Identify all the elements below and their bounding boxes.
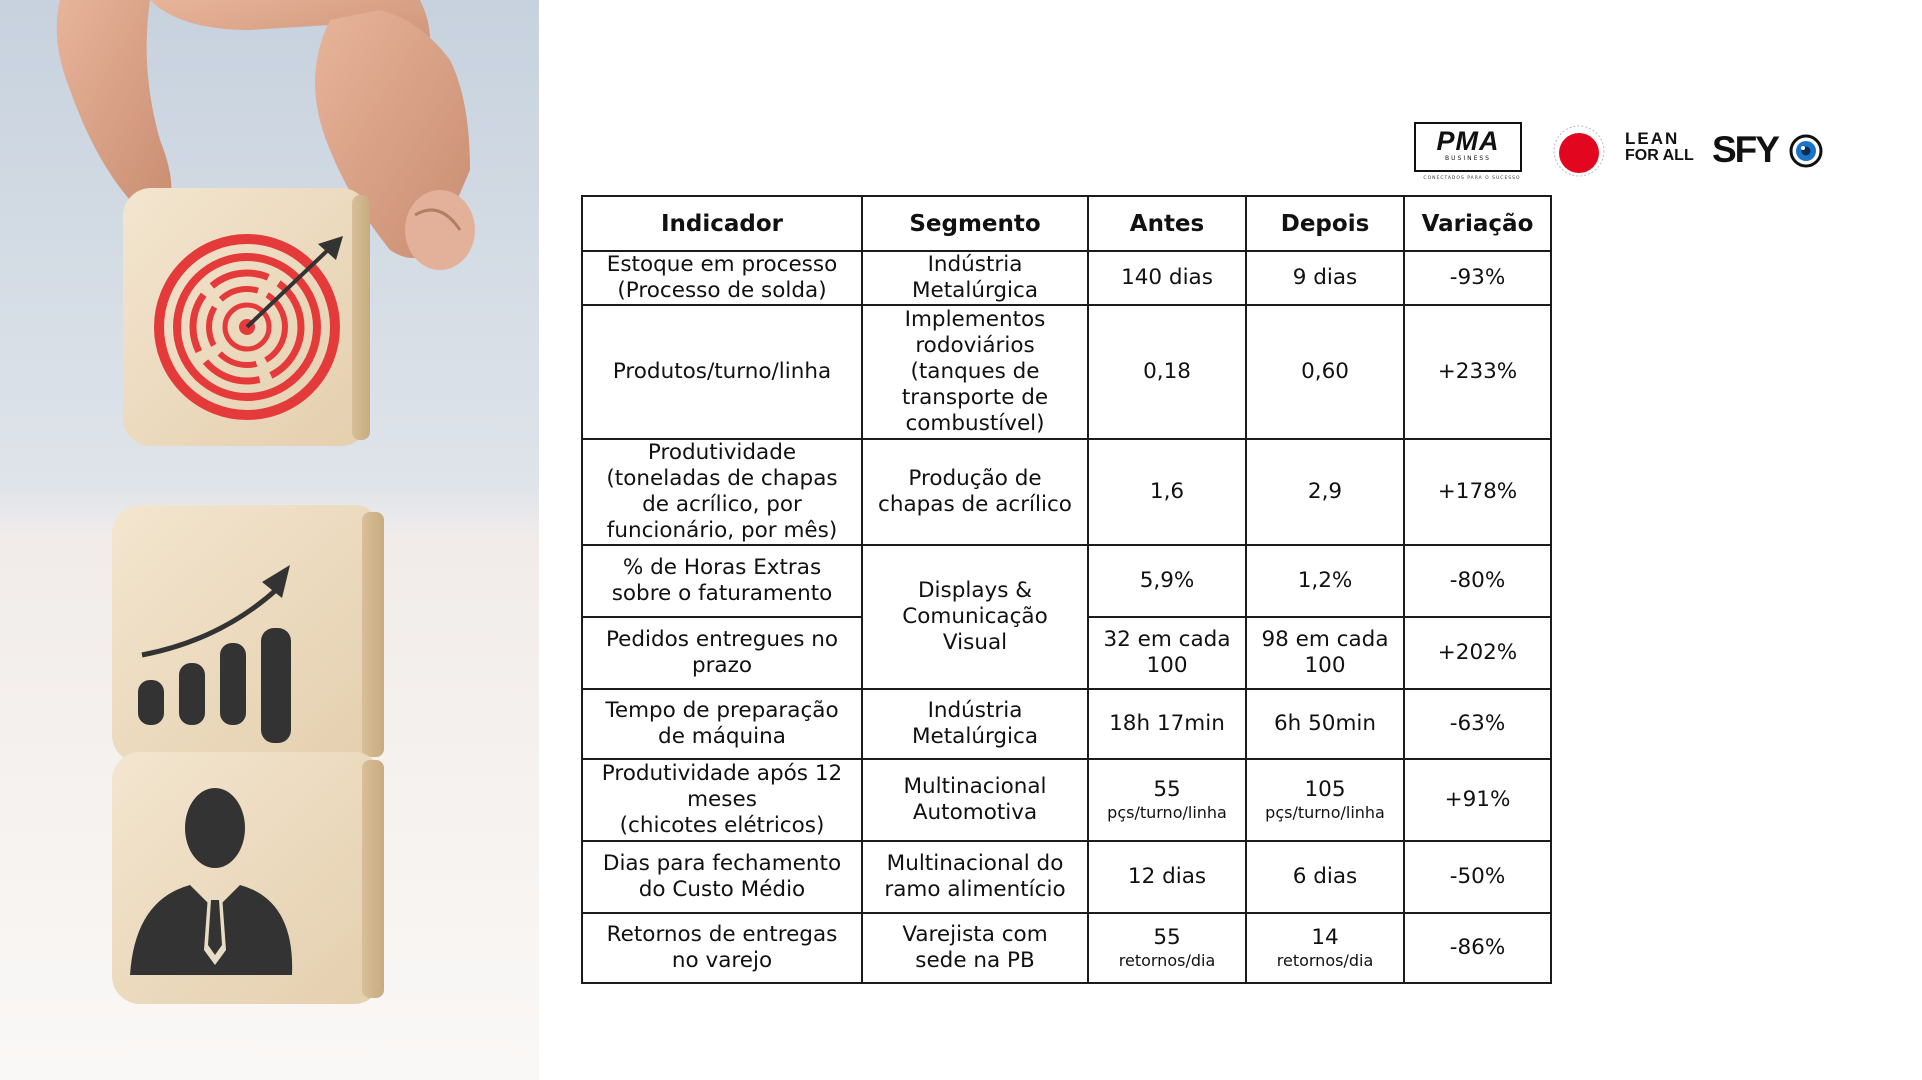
cell-variacao: -80% <box>1404 545 1551 617</box>
cell-antes: 5,9% <box>1088 545 1246 617</box>
cell-depois: 6h 50min <box>1246 689 1404 759</box>
header-segmento: Segmento <box>862 196 1088 251</box>
table-row <box>582 439 1551 545</box>
cell-segmento: Varejista com sede na PB <box>862 913 1088 983</box>
cell-depois: 6 dias <box>1246 841 1404 913</box>
cell-variacao: +91% <box>1404 759 1551 841</box>
pma-logo-sub: BUSINESS <box>1445 155 1491 162</box>
sfy-logo <box>1712 127 1822 173</box>
cell-indicador: Retornos de entregas no varejo <box>582 913 862 983</box>
cell-variacao: -50% <box>1404 841 1551 913</box>
table-row <box>582 251 1551 305</box>
cell-segmento: Multinacional Automotiva <box>862 759 1088 841</box>
eye-icon <box>1789 134 1823 168</box>
lean-for-all-logo <box>1625 130 1705 170</box>
cell-depois: 0,60 <box>1246 305 1404 439</box>
table-row <box>582 689 1551 759</box>
cell-depois: 9 dias <box>1246 251 1404 305</box>
cell-indicador: Pedidos entregues no prazo <box>582 617 862 689</box>
unit-label: retornos/dia <box>1276 951 1374 970</box>
cell-segmento: Implementos rodoviários (tanques de transporte de combustível) <box>862 305 1088 439</box>
cell-indicador: Produtividade (toneladas de chapas de acrílico, por funcionário, por mês) <box>582 439 862 545</box>
lean-logo-line1: LEAN <box>1625 129 1680 148</box>
cell-antes: 55 pçs/turno/linha <box>1088 759 1246 841</box>
cell-antes: 0,18 <box>1088 305 1246 439</box>
cell-indicador: Tempo de preparação de máquina <box>582 689 862 759</box>
cell-segmento: Indústria Metalúrgica <box>862 689 1088 759</box>
cell-indicador: Dias para fechamento do Custo Médio <box>582 841 862 913</box>
table-row <box>582 913 1551 983</box>
growth-cube <box>112 505 384 763</box>
lean-logo-line2: FOR ALL <box>1625 147 1694 164</box>
cell-variacao: -86% <box>1404 913 1551 983</box>
partner-logos <box>1410 118 1820 184</box>
unit-label: retornos/dia <box>1118 951 1216 970</box>
cell-indicador: Produtos/turno/linha <box>582 305 862 439</box>
cell-segmento: Produção de chapas de acrílico <box>862 439 1088 545</box>
unit-label: pçs/turno/linha <box>1107 803 1227 822</box>
cell-antes: 18h 17min <box>1088 689 1246 759</box>
pma-business-logo <box>1414 122 1522 181</box>
cell-variacao: -93% <box>1404 251 1551 305</box>
table-header-row <box>582 196 1551 251</box>
unit-label: pçs/turno/linha <box>1265 803 1385 822</box>
cell-indicador: % de Horas Extras sobre o faturamento <box>582 545 862 617</box>
cell-antes: 32 em cada 100 <box>1088 617 1246 689</box>
cell-indicador: Estoque em processo (Processo de solda) <box>582 251 862 305</box>
cell-antes: 55 retornos/dia <box>1088 913 1246 983</box>
cell-variacao: -63% <box>1404 689 1551 759</box>
cell-antes: 12 dias <box>1088 841 1246 913</box>
cell-indicador: Produtividade após 12 meses (chicotes elétricos) <box>582 759 862 841</box>
red-circle-logo <box>1552 124 1606 178</box>
header-indicador: Indicador <box>582 196 862 251</box>
table-row <box>582 305 1551 439</box>
pma-logo-name: PMA <box>1436 126 1500 156</box>
cell-depois: 1,2% <box>1246 545 1404 617</box>
cell-antes: 1,6 <box>1088 439 1246 545</box>
header-antes: Antes <box>1088 196 1246 251</box>
table-row <box>582 841 1551 913</box>
cell-variacao: +233% <box>1404 305 1551 439</box>
pma-logo-tagline: CONECTADOS PARA O SUCESSO <box>1423 176 1521 181</box>
cell-depois: 98 em cada 100 <box>1246 617 1404 689</box>
wooden-cubes-photo <box>0 0 539 1080</box>
cell-variacao: +202% <box>1404 617 1551 689</box>
cell-depois: 105 pçs/turno/linha <box>1246 759 1404 841</box>
cell-antes: 140 dias <box>1088 251 1246 305</box>
target-cube <box>123 188 370 446</box>
results-table <box>581 195 1552 984</box>
cell-segmento: Displays & Comunicação Visual <box>862 545 1088 689</box>
businessman-cube <box>112 752 384 1004</box>
cell-segmento: Indústria Metalúrgica <box>862 251 1088 305</box>
header-variacao: Variação <box>1404 196 1551 251</box>
table-row <box>582 545 1551 617</box>
table-row <box>582 759 1551 841</box>
header-depois: Depois <box>1246 196 1404 251</box>
cell-depois: 14 retornos/dia <box>1246 913 1404 983</box>
cell-variacao: +178% <box>1404 439 1551 545</box>
cell-segmento: Multinacional do ramo alimentício <box>862 841 1088 913</box>
sfy-logo-text: SFY <box>1712 129 1778 170</box>
cell-depois: 2,9 <box>1246 439 1404 545</box>
